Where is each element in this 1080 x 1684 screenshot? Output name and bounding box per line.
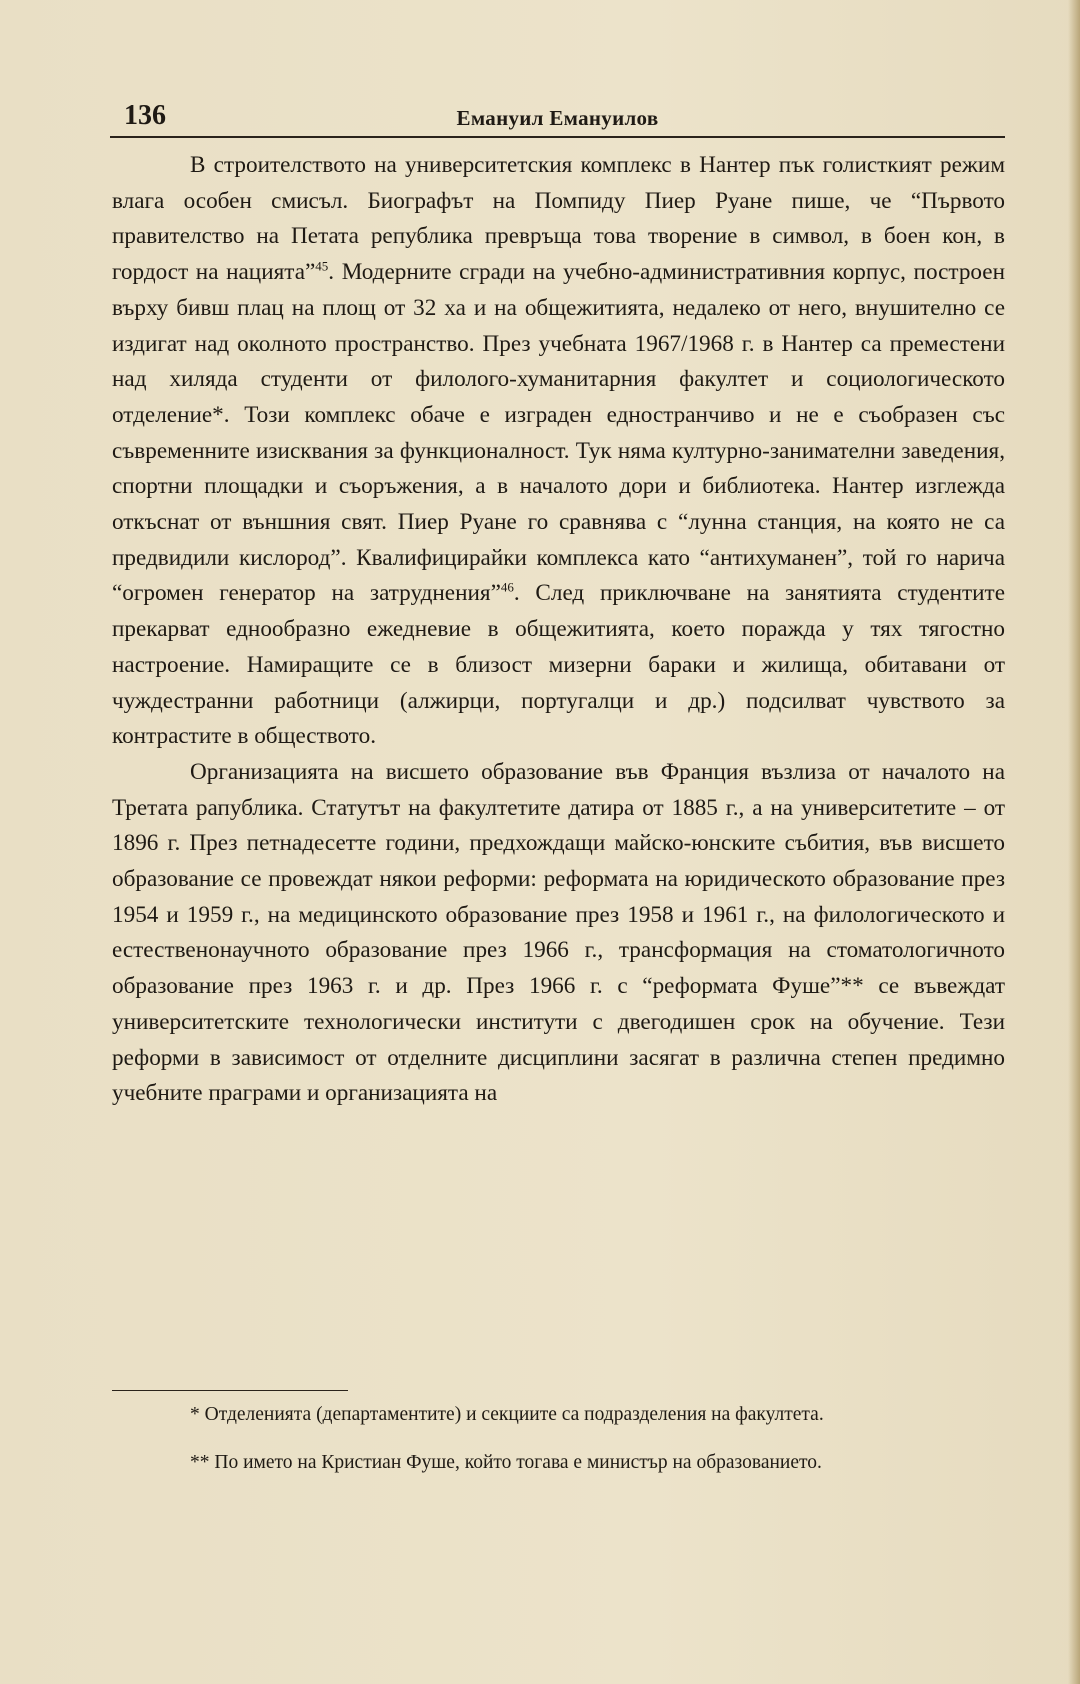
paragraph-1-part-1: В строителството на университетския комплекс в Нантер пък голисткият режим влага особен смисъл. Биографът на Помпиду Пиер Руане пише, че “Първото правителство на Петата република превръща това творение в символ, в боен кон, в гордост на нацията”	[112, 152, 1005, 286]
footnote-ref-46: 46	[500, 579, 514, 595]
footnote-1: * Отделенията (департаментите) и секциите са подразделения на факултета.	[190, 1404, 824, 1425]
page-header	[110, 100, 1005, 134]
page-number: 136	[124, 100, 166, 131]
header-rule	[110, 136, 1005, 138]
paragraph-1	[112, 148, 1005, 755]
running-head-author: Емануил Емануилов	[456, 106, 659, 130]
page-edge-shadow	[1068, 0, 1080, 1684]
footnote-rule	[112, 1390, 348, 1391]
footnote-2: ** По името на Кристиан Фуше, който тогава е министър на образованието.	[190, 1452, 822, 1473]
footnote-ref-45: 45	[315, 258, 329, 274]
paragraph-1-part-3: . След приключване на занятията студентите прекарват еднообразно ежедневие в общежитията, което поражда у тях тягостно настроение. Намиращите се в близост мизерни бараки и жилища, обитавани от чуждестранни работници (алжирци, португалци и др.) подсилват чувството за контрастите в обществото.	[112, 580, 1005, 750]
footnotes	[112, 1398, 1005, 1480]
body-text	[112, 148, 1005, 1112]
paragraph-1-part-2: . Модерните сгради на учебно-административния корпус, построен върху бивш плац на площ от 32 ха и на общежитията, недалеко от него, внушително се издигат над околното пространство. През учебната 1967/1968 г. в Нантер са преместени над хиляда студенти от филолого-хуманитарния факултет и социологическото отделение*. Този комплекс обаче е изграден едностранчиво и не е съобразен със съвременните изисквания за функционалност. Тук няма културно-занимателни заведения, спортни площадки и съоръжения, а в началото дори и библиотека. Нантер изглежда откъснат от външния свят. Пиер Руане го сравнява с “лунна станция, на която не са предвидили кислород”. Квалифицирайки комплекса като “антихуманен”, той го нарича “огромен генератор на затруднения”	[112, 259, 1006, 607]
paragraph-2: Организацията на висшето образование във Франция възлиза от началото на Третата рапублика. Статутът на факултетите датира от 1885 г., а на университетите – от 1896 г. През петнадесетте години, предхождащи майско-юнските събития, във висшето образование се провеждат някои реформи: реформата на юридическото образование през 1954 и 1959 г., на медицинското образование през 1958 и 1961 г., на филологическото и естественонаучното образование през 1966 г., трансформация на стоматологичното образование през 1963 г. и др. През 1966 г. с “реформата Фуше”** се въвеждат университетските технологически институти с двегодишен срок на обучение. Тези реформи в зависимост от отделните дисциплини засягат в различна степен предимно учебните праграми и организацията на	[112, 758, 1005, 1107]
